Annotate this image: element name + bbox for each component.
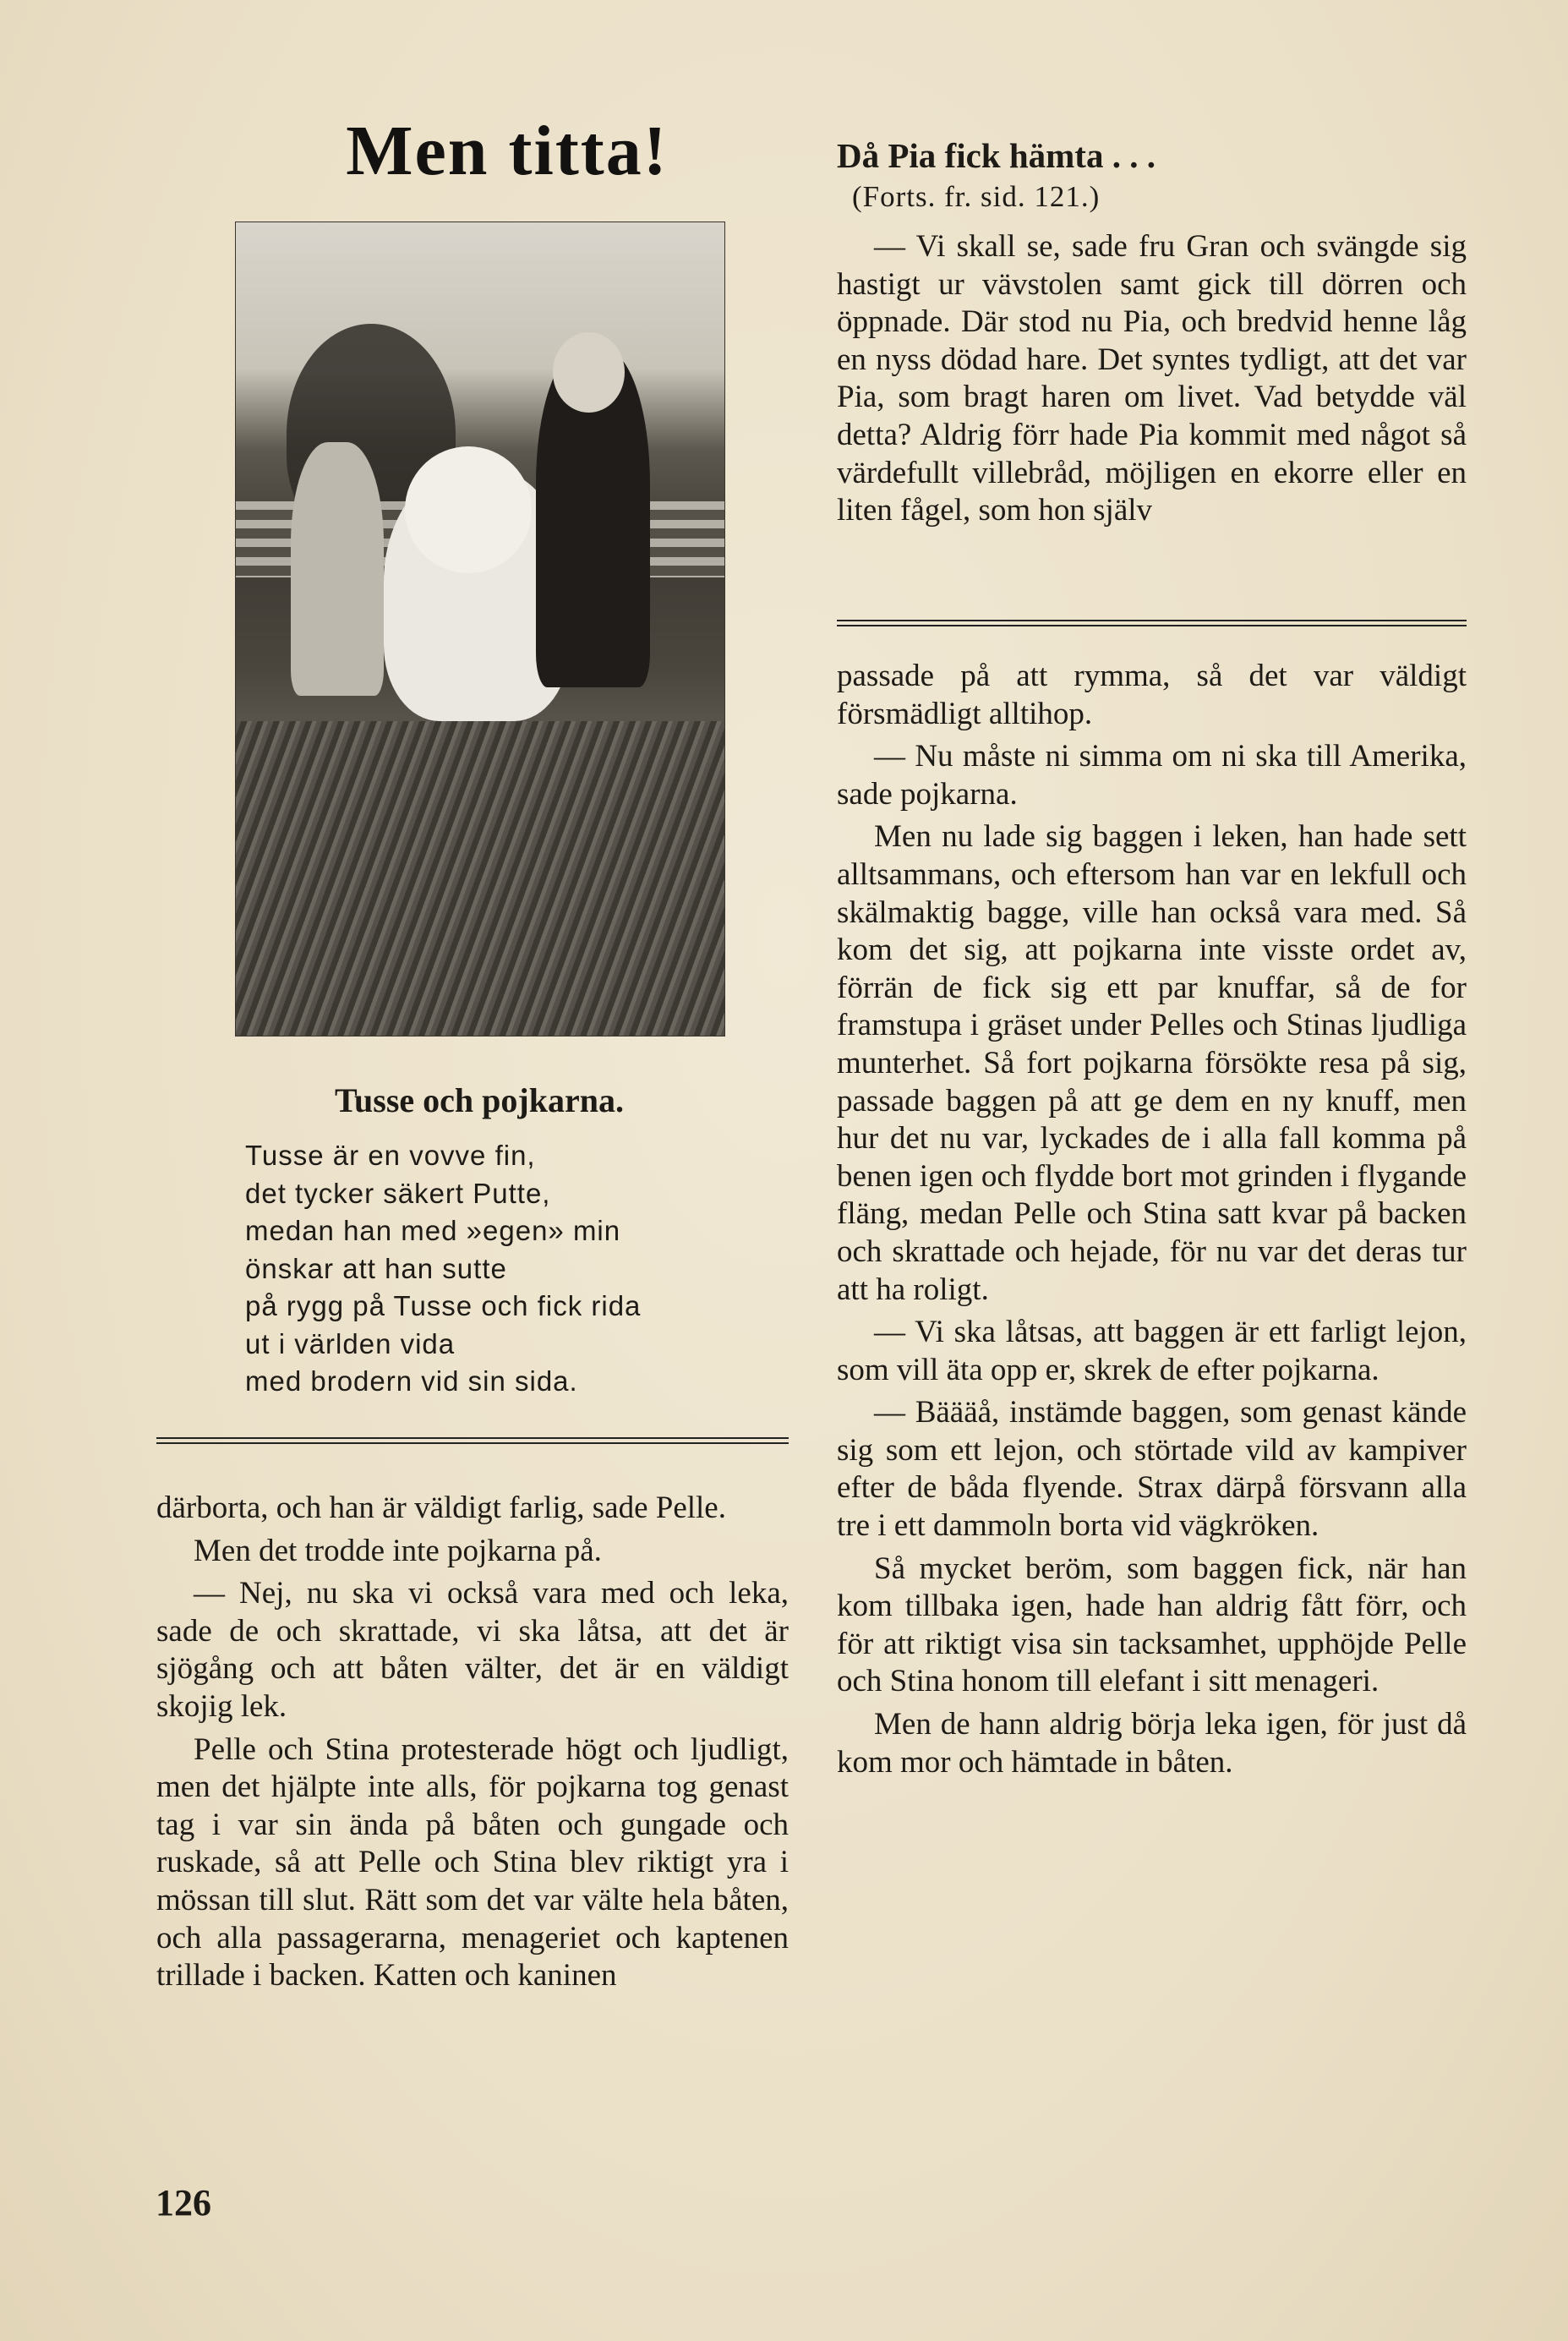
poem-line: på rygg på Tusse och fick rida bbox=[245, 1290, 642, 1321]
paragraph: — Vi ska låtsas, att baggen är ett farligt lejon, som vill äta opp er, skrek de efter pojkarna. bbox=[837, 1315, 1467, 1387]
continuation-note: (Forts. fr. sid. 121.) bbox=[852, 180, 1101, 213]
poem-line: med brodern vid sin sida. bbox=[245, 1365, 578, 1397]
right-body-column bbox=[837, 658, 1467, 1781]
story-heading: Då Pia fick hämta . . . bbox=[837, 136, 1156, 175]
paragraph: passade på att rymma, så det var väldigt försmädligt alltihop. bbox=[837, 659, 1467, 731]
photo-caption: Tusse och pojkarna. bbox=[335, 1081, 624, 1119]
paragraph: — Nu måste ni simma om ni ska till Amerika, sade pojkarna. bbox=[837, 739, 1467, 812]
paragraph: Pelle och Stina protesterade högt och ljudligt, men det hjälpte inte alls, för pojkarna tog genast tag i var sin ända på båten och gungade och ruskade, så att Pelle och Stina blev riktigt yra i mössan till slut. Rätt som det var välte hela båten, och alla passagerarna, menageriet och kaptenen trillade i backen. Katten och kaninen bbox=[156, 1731, 789, 1994]
paragraph: Men de hann aldrig börja leka igen, för just då kom mor och hämtade in båten. bbox=[837, 1707, 1467, 1780]
paragraph: Men det trodde inte pojkarna på. bbox=[194, 1533, 602, 1568]
left-title: Men titta! bbox=[346, 112, 669, 190]
paragraph: därborta, och han är väldigt farlig, sade Pelle. bbox=[156, 1490, 726, 1525]
photo-dog-head bbox=[405, 446, 532, 573]
photo-dog-and-boys bbox=[235, 222, 725, 1036]
photo-small-child bbox=[291, 442, 384, 696]
paragraph: Så mycket beröm, som baggen fick, när han kom tillbaka igen, hade han aldrig fått förr, och för att riktigt visa sin tacksamhet, upphöjde Pelle och Stina honom till elefant i sitt menageri. bbox=[837, 1551, 1467, 1699]
left-body-column bbox=[156, 1490, 789, 1995]
poem-line: Tusse är en vovve fin, bbox=[245, 1140, 536, 1171]
page-number: 126 bbox=[156, 2182, 211, 2223]
photo-grass bbox=[236, 721, 724, 1036]
paragraph: — Vi skall se, sade fru Gran och svängde sig hastigt ur vävstolen samt gick till dörren och öppnade. Där stod nu Pia, och bredvid henne låg en nyss dödad hare. Det syntes tydligt, att det var Pia, som bragt haren om livet. Vad betydde väl detta? Aldrig förr hade Pia kommit med något så värdefullt villebråd, möjligen en ekorre eller en liten fågel, som hon själv bbox=[837, 229, 1467, 528]
poem bbox=[245, 1137, 769, 1401]
left-divider bbox=[156, 1437, 789, 1444]
paragraph: — Bäääå, instämde baggen, som genast kände sig som ett lejon, och störtade vild av kampiver efter de båda flyende. Strax därpå försvann alla tre i ett dammoln borta vid vägkröken. bbox=[837, 1395, 1467, 1544]
poem-line: önskar att han sutte bbox=[245, 1252, 507, 1284]
right-divider bbox=[837, 620, 1467, 626]
poem-line: det tycker säkert Putte, bbox=[245, 1177, 551, 1209]
photo-older-child-head bbox=[553, 332, 625, 413]
right-top-column bbox=[837, 228, 1467, 530]
paragraph: Men nu lade sig baggen i leken, han hade sett alltsammans, och eftersom han var en lekfull och skälmaktig bagge, ville han också vara med. Så kom det sig, att pojkarna inte visste ordet av, förrän de fick sig ett par knuffar, så de for framstupa i gräset under Pelles och Stinas ljudliga munterhet. Så fort pojkarna försökte resa på sig, passade baggen på att ge dem en ny knuff, men hur det nu var, lyckades de i alla fall komma på benen igen och flydde bort mot grinden i flygande fläng, medan Pelle och Stina satt kvar på backen och skrattade och hejade, för nu var det deras tur att ha roligt. bbox=[837, 819, 1467, 1307]
poem-line: medan han med »egen» min bbox=[245, 1215, 621, 1246]
paragraph: — Nej, nu ska vi också vara med och leka, sade de och skrattade, vi ska låtsa, att det är sjögång och att båten välter, det är en väldigt skojig lek. bbox=[156, 1576, 789, 1724]
poem-line: ut i världen vida bbox=[245, 1327, 456, 1359]
